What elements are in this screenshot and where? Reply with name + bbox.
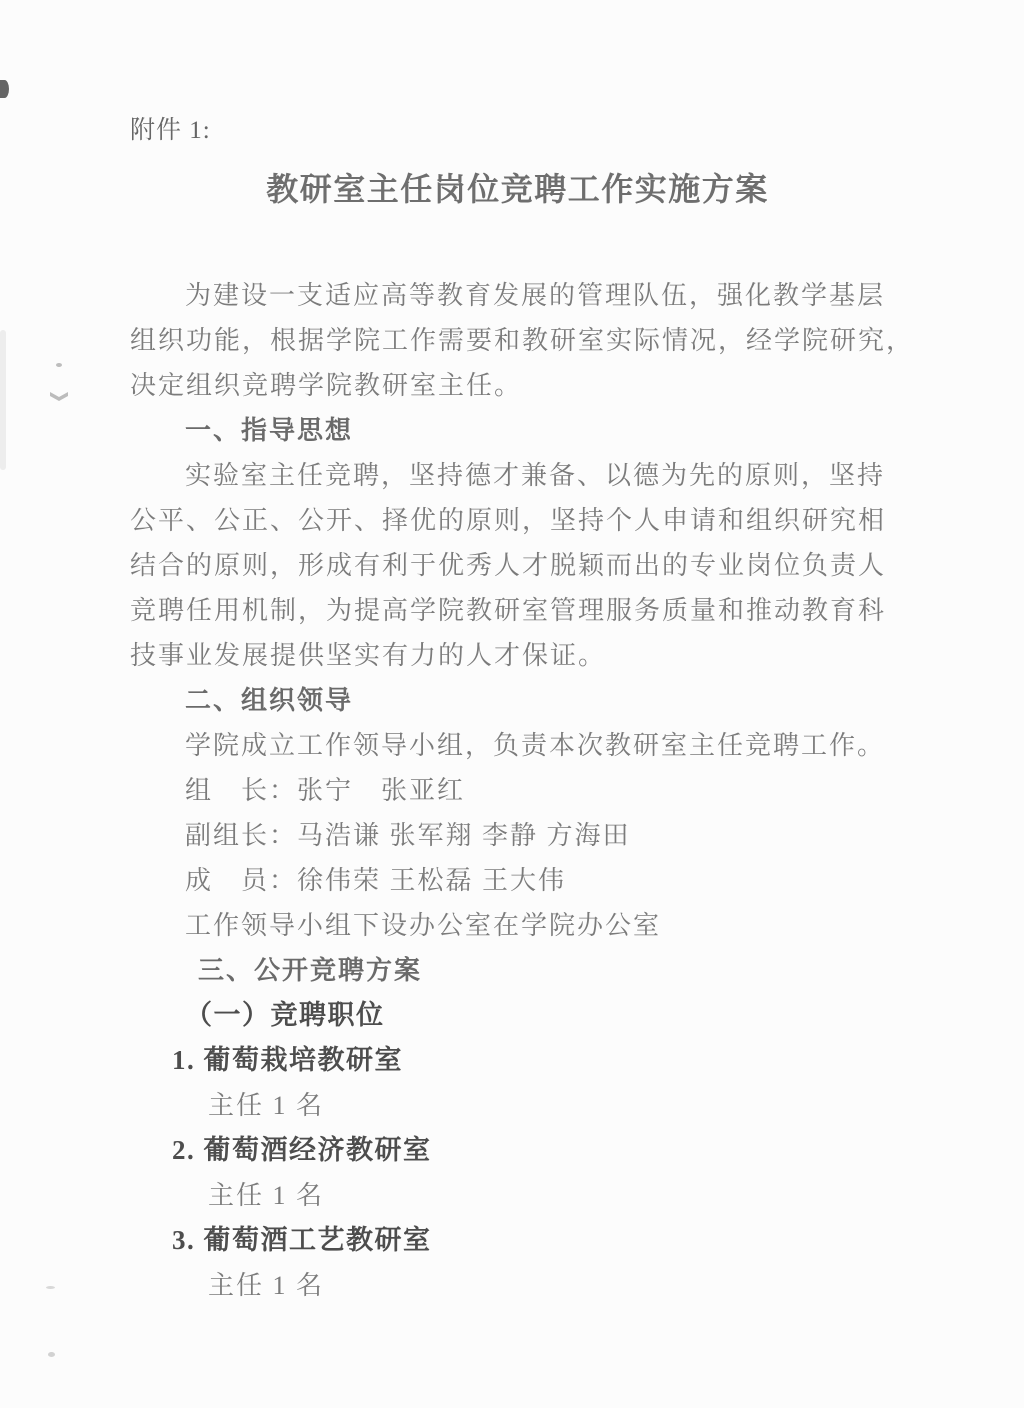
section1-heading: 一、指导思想 xyxy=(185,415,354,445)
scan-speck-bottom-1 xyxy=(46,1286,55,1289)
section3-heading: 三、公开竞聘方案 xyxy=(198,955,423,985)
intro-line-1: 为建设一支适应高等教育发展的管理队伍，强化教学基层 xyxy=(185,281,886,310)
document-content xyxy=(130,0,915,1308)
position-3-name: 3. 葡萄酒工艺教研室 xyxy=(172,1225,432,1255)
section2-line-1: 学院成立工作领导小组，负责本次教研室主任竞聘工作。 xyxy=(185,731,886,760)
position-3-quota: 主任 1 名 xyxy=(208,1271,325,1300)
scan-speck-left-edge xyxy=(0,80,9,98)
position-1-name: 1. 葡萄栽培教研室 xyxy=(172,1045,403,1075)
scan-smudge-chevron xyxy=(50,392,68,401)
scan-speck-bottom-2 xyxy=(48,1352,55,1357)
scan-edge-shadow xyxy=(0,330,6,470)
document-body xyxy=(130,210,915,1308)
intro-line-3: 决定组织竞聘学院教研室主任。 xyxy=(130,371,523,400)
leader-line: 组 长：张宁 张亚红 xyxy=(185,776,466,805)
position-2-quota: 主任 1 名 xyxy=(208,1181,325,1210)
position-item xyxy=(130,1128,905,1218)
intro-line-2: 组织功能，根据学院工作需要和教研室实际情况，经学院研究， xyxy=(130,326,915,355)
position-item xyxy=(130,1218,905,1308)
attachment-label: 附件 1: xyxy=(130,117,211,144)
section1-line-3: 结合的原则，形成有利于优秀人才脱颖而出的专业岗位负责人 xyxy=(130,551,887,580)
members-line: 成 员：徐伟荣 王松磊 王大伟 xyxy=(185,866,567,895)
office-line: 工作领导小组下设办公室在学院办公室 xyxy=(185,911,662,940)
document-title: 教研室主任岗位竞聘工作实施方案 xyxy=(266,171,769,207)
scan-speck-small xyxy=(56,363,62,367)
section1-line-2: 公平、公正、公开、择优的原则，坚持个人申请和组织研究相 xyxy=(130,506,887,535)
section1-line-1: 实验室主任竞聘，坚持德才兼备、以德为先的原则，坚持 xyxy=(185,461,886,490)
position-2-name: 2. 葡萄酒经济教研室 xyxy=(172,1135,432,1165)
section3-sub1-heading: （一）竞聘职位 xyxy=(185,1000,385,1030)
section2-heading: 二、组织领导 xyxy=(185,685,354,715)
position-1-quota: 主任 1 名 xyxy=(208,1091,325,1120)
deputy-leader-line: 副组长：马浩谦 张军翔 李静 方海田 xyxy=(185,821,631,850)
section1-line-4: 竞聘任用机制，为提高学院教研室管理服务质量和推动教育科 xyxy=(130,596,887,625)
section1-line-5: 技事业发展提供坚实有力的人才保证。 xyxy=(130,641,607,670)
position-item xyxy=(130,1038,905,1128)
